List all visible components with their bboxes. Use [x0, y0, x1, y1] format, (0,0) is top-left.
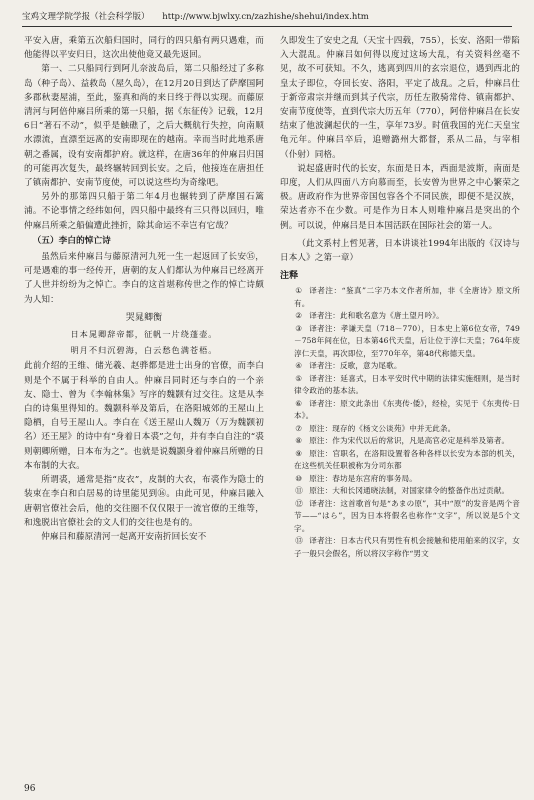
source-note: （此文系村上哲见著，日本讲谈社1994年出版的《汉诗与日本人》之第一章） [280, 238, 520, 264]
note-item [280, 360, 520, 373]
note-text: 原注：现存的《杨文公谈苑》中并无此条。 [309, 423, 456, 433]
note-number: ⑨ [295, 448, 303, 458]
note-item [280, 498, 520, 536]
paragraph: 平安入唐，乘第五次船归国时，同行的四只船有两只遇难，而他能得以平安归日，这次出使他竟又最先返回。 [24, 36, 264, 61]
note-item [280, 323, 520, 361]
note-item [280, 373, 520, 398]
note-item [280, 535, 520, 560]
note-text: 译者注：反歌，意为尾歌。 [309, 361, 402, 371]
note-number: ① [295, 286, 303, 296]
note-item [280, 310, 520, 323]
paragraph: 虽然后来仲麻吕与藤原清河九死一生一起返回了长安⑮，可是遇难的事一经传开，唐朝的友人们都认为仲麻吕已经离开了人世并纷纷为之悼亡。李白的这首堪称传世之作的悼亡诗颇为人知： [24, 252, 264, 305]
note-number: ⑫ [295, 498, 303, 508]
notes-heading: 注释 [280, 271, 299, 282]
note-number: ⑥ [295, 398, 303, 408]
note-number: ⑤ [295, 373, 303, 383]
note-item [280, 485, 520, 498]
note-number: ⑬ [295, 536, 303, 546]
journal-url: http://www.bjwlxy.cn/zazhishe/shehui/index.htm [162, 12, 369, 22]
note-text: 原注：春坊是东宫府的事务局。 [309, 473, 417, 483]
note-item [280, 473, 520, 486]
note-text: 译者注：原文此条出《东夷传·倭》，经检，实见于《东夷传·日本》。 [294, 398, 520, 421]
section-heading: （五）李白的悼亡诗 [32, 235, 111, 246]
note-number: ⑪ [295, 486, 303, 496]
note-text: 原注：官职名，在洛阳设置着各种各样以长安为本部的机关，在这些机关任职被称为分司东都 [294, 448, 520, 471]
paragraph: 第一、二只船同行到阿儿奈波岛后，第二只船经过了多称岛（种子岛）、益救岛（屋久岛），在12月20日到达了萨摩国阿多郡秋妻屋浦，至此，鉴真和尚的来日终于得以实现。而藤原清河与阿倍仲麻吕所乘的第一只船，据《东征传》记载，12月6日“著石不动”，似乎是触礁了，之后大概航行失控，向南顺水漂流，直漂至远离的安南即现在的越南。幸而当时此地系唐朝之番属，设有安南都护府。就这样，在唐36年的仲麻吕归国的可能再次复失，最终辗转回到长安。之后，他接连在唐担任了镇南都护、安南节度使，可以说这些均为奇缘吧。 [24, 64, 264, 189]
note-text: 原注：作为宋代以后的常识，凡是高官必定是科举及第者。 [309, 436, 510, 446]
paragraph: 久即发生了安史之乱（天宝十四载，755），长安、洛阳一带陷入大混乱。仲麻吕如何得以度过这场大乱，有关资料丝毫不见，故不可获知。不久，逃离到四川的玄宗退位，遇到西北的皇太子即位，夺回长安、洛阳，平定了战乱。之后，仲麻吕仕于新帝肃宗并继而到其子代宗，历任左散骑常侍、镇南都护、安南节度使等，直到代宗大历五年（770），阿倍仲麻吕在长安结束了他波澜起伏的一生，享年73岁。时值我国的光仁天皇宝龟元年。仲麻吕卒后，追赠潞州大都督，系从二品，与宰相（仆射）同格。 [280, 36, 520, 160]
poem-line: 日本晁卿辞帝都，征帆一片绕蓬壶。 [70, 329, 218, 340]
running-header [22, 10, 512, 27]
note-text: 译者注：这首歌首句是“あまの原”，其中“原”的发音是两个音节——“はら”，因为日本将假名也称作“文字”，所以说是5个文字。 [294, 498, 520, 533]
paragraph: 说起盛唐时代的长安，东面是日本，西面是波斯，南面是印度，人们从四面八方向慕而至，长安曾为世界之中心繁荣之极。唐政府作为世界帝国包容各个不同民族，即便不是汉族，荣达者亦不在少数。可是作为日本人则唯仲麻吕是突出的个例。可以说，仲麻吕是日本国活跃在国际社会的第一人。 [280, 163, 520, 231]
note-item [280, 435, 520, 448]
note-number: ⑩ [295, 473, 303, 483]
paragraph: 仲麻吕和藤原清河一起离开安南折回长安不 [41, 531, 207, 542]
journal-name: 宝鸡文理学院学报（社会科学版） [22, 12, 150, 22]
note-text: 译者注：此和歌名意为《唐土望月吟》。 [309, 311, 444, 321]
note-text: 译者注：孝谦天皇（718－770），日本史上第6位女帝，749－758年间在位，日本第46代天皇，后让位于淳仁天皇；764年废淳仁天皇，再次即位，至770年卒，第48代称德天皇。 [294, 323, 520, 358]
paragraph: 所谓裘，通常是指“皮衣”，皮制的大衣，布裘作为隐士的装束在李白和白居易的诗里能见到⑯。由此可见，仲麻吕融入唐朝官僚社会后，他的交往圈不仅仅限于一流官僚的王维等，和逸脱出官僚社会的文人们的交往也是有的。 [24, 475, 264, 528]
note-item [280, 448, 520, 473]
note-text: 译者注：日本古代只有男性有机会接触和使用舶来的汉字，女子一般只会假名，所以将汉字称作“男文 [294, 536, 520, 558]
note-number: ② [295, 311, 303, 321]
note-text: 译者注：延喜式，日本平安时代中期的法律实施细则，是当时律令政治的基本法。 [294, 373, 520, 396]
note-text: 原注：大和长冈通晓法制，对国家律令的整备作出过贡献。 [309, 486, 510, 496]
right-column [280, 34, 520, 560]
notes-list [280, 285, 520, 560]
note-item [280, 285, 520, 310]
paragraph: 另外的那第四只船于第二年4月也辗转到了萨摩国石篱浦。不论事情之经纬如何，四只船中最终有三只得以回归，唯仲麻吕所乘之船偏遭此挫折，除其命运不幸岂有它哉？ [24, 192, 264, 231]
note-number: ③ [295, 323, 303, 333]
poem-line: 明月不归沉碧海，白云愁色满苍梧。 [70, 345, 218, 356]
note-item [280, 423, 520, 436]
note-number: ⑦ [295, 423, 303, 433]
paragraph: 此前介绍的王维、储光羲、赵骅都是进士出身的官僚，而李白则是个不属于科举的自由人。仲麻吕同时还与李白的一个亲友、隐士、曾为《李翰林集》写序的魏颢有过交往。这是从李白的诗集里得知的。魏颢科举及第后，在洛阳城郊的王屋山上隐栖，自号王屋山人。李白在《送王屋山人魏万（万为魏颢初名）还王屋》的诗中有“身着日本裘”之句，并有李白自注的“裘则朝卿所赠，日本布为之”。也就是说魏颢身着仲麻吕所赠的日本布制的大衣。 [24, 361, 264, 471]
poem-title: 哭晁卿衡 [125, 312, 163, 323]
note-number: ⑧ [295, 436, 303, 446]
note-number: ④ [295, 361, 303, 371]
note-item [280, 398, 520, 423]
note-text: 译者注：“鉴真”二字乃本文作者所加，非《全唐诗》原文所有。 [294, 286, 520, 308]
page-number: 96 [24, 784, 36, 794]
left-column [24, 34, 264, 544]
